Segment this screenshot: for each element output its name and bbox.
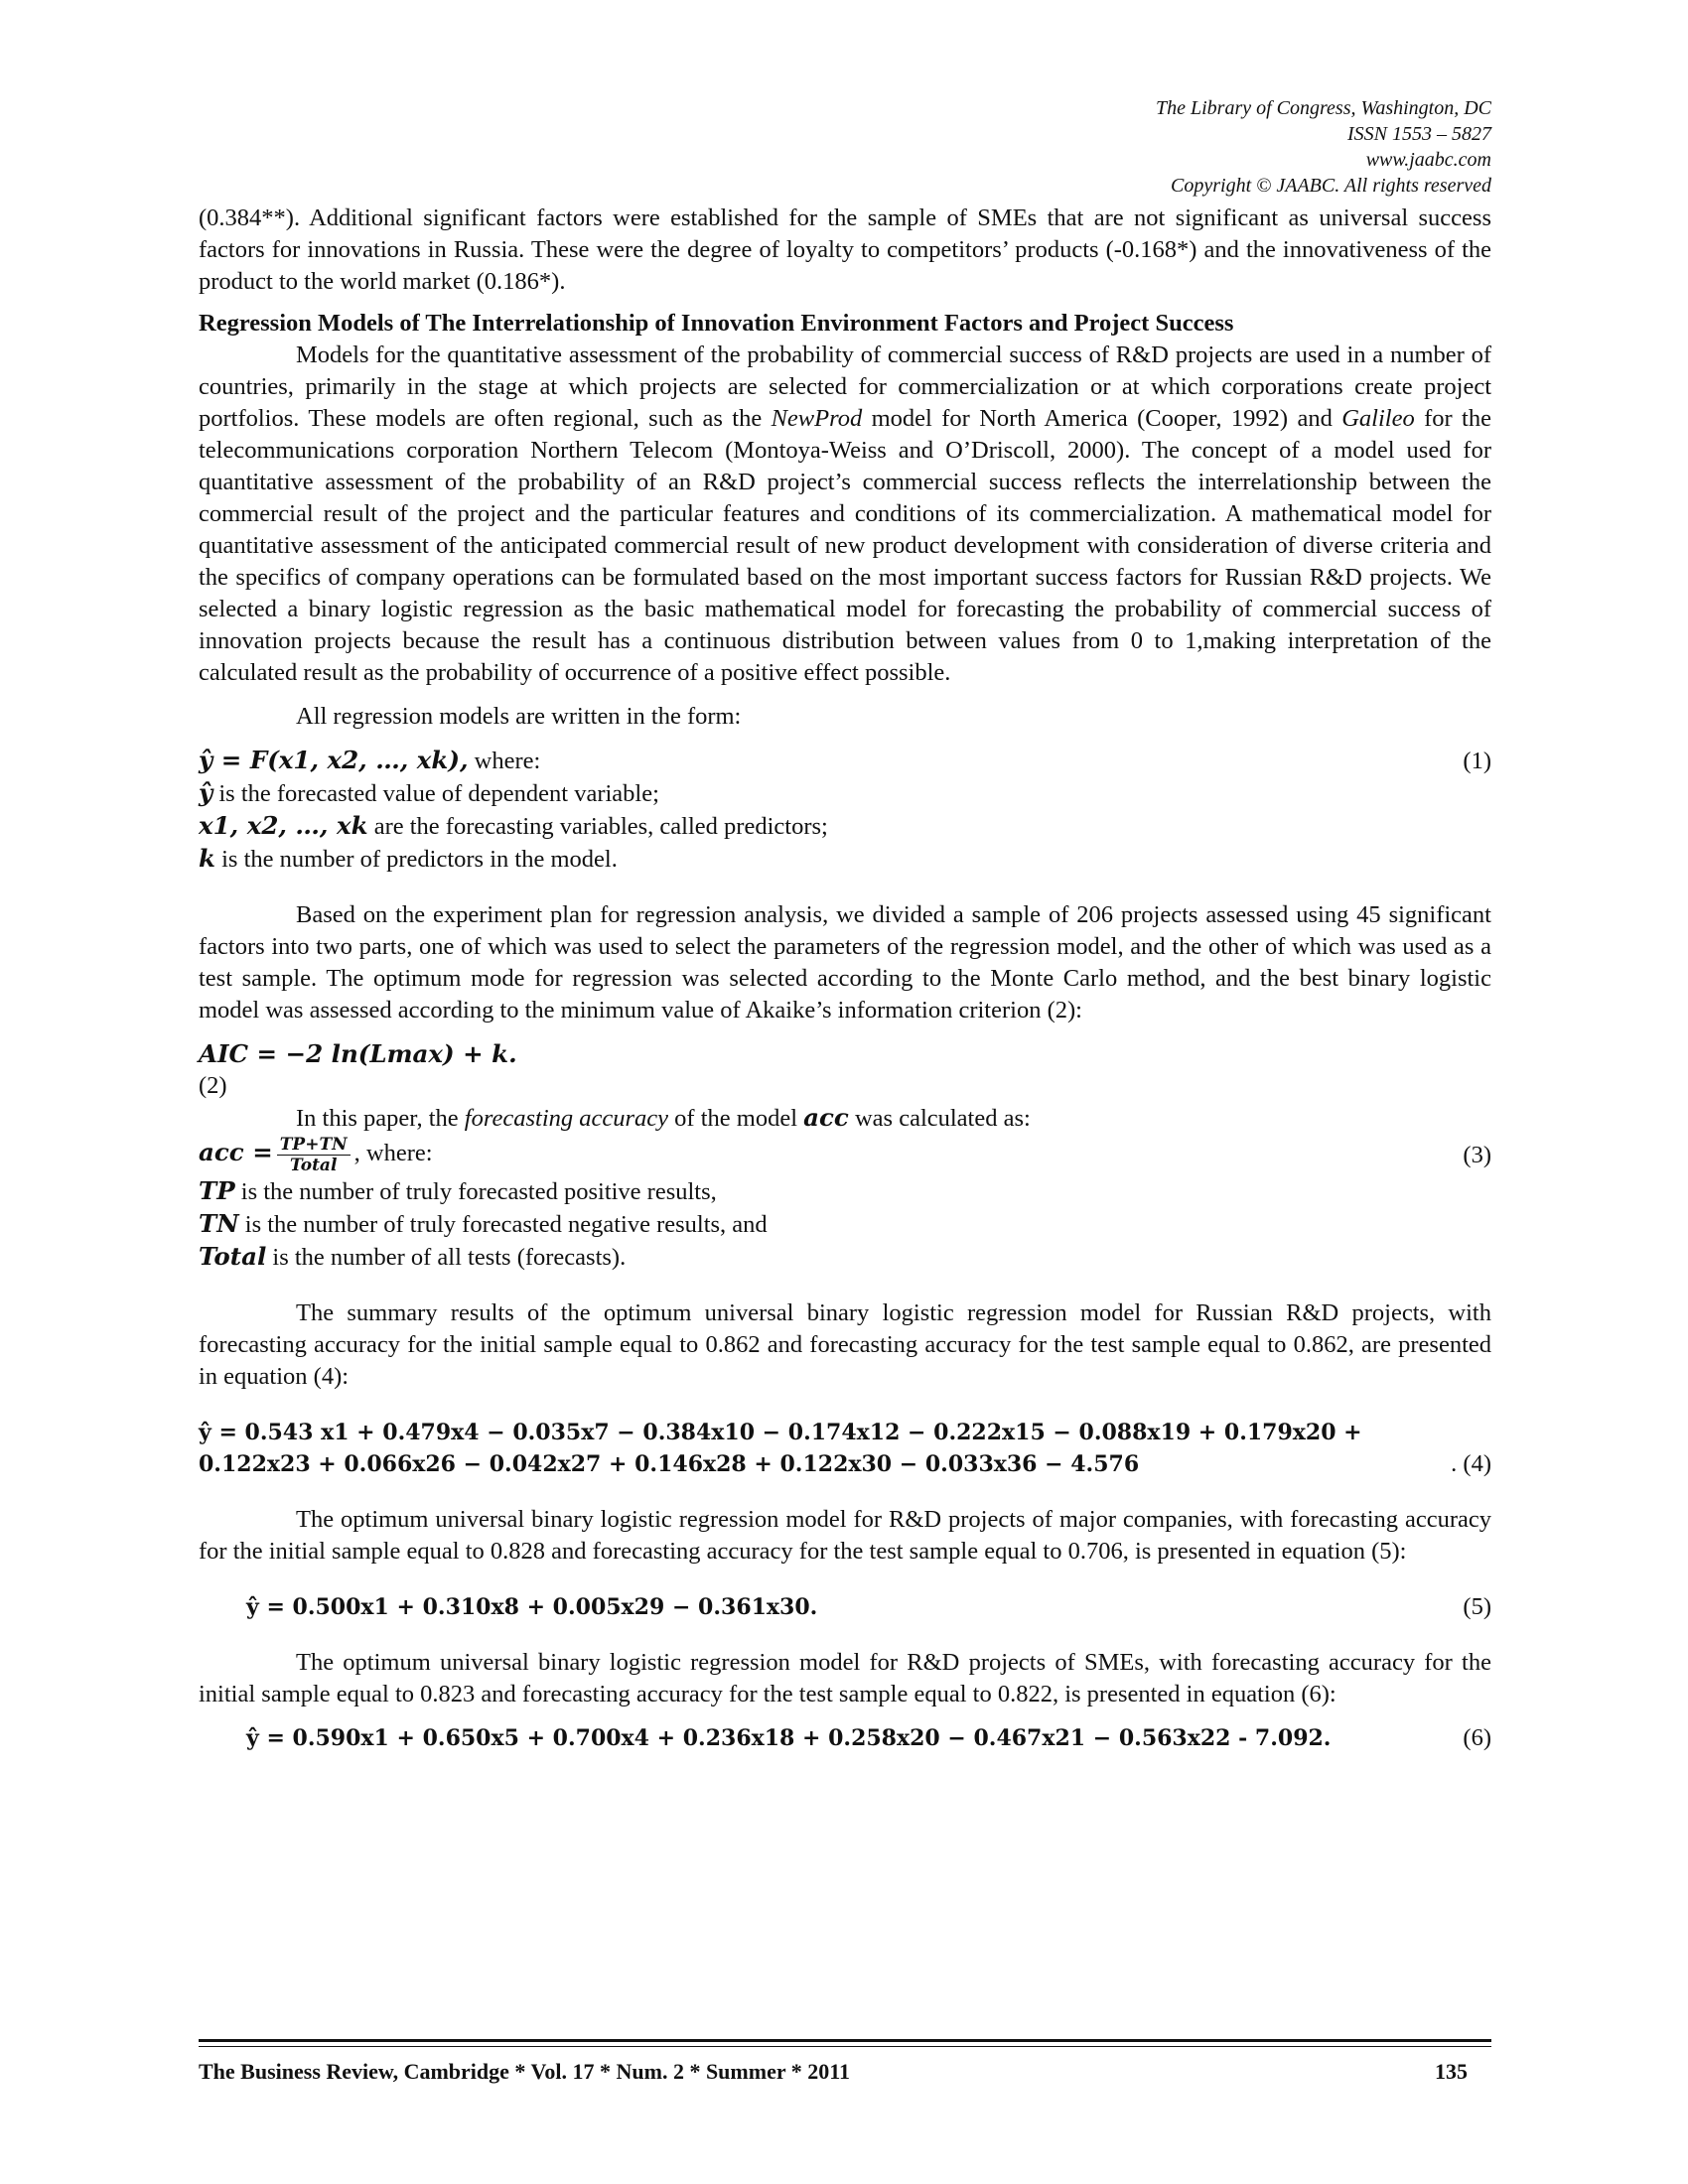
eq1-def1-text: is the forecasted value of dependent variable; [218,780,659,807]
accuracy-emphasis: forecasting accuracy [464,1105,669,1132]
eq1-def2-text: are the forecasting variables, called predictors; [373,813,828,840]
eq1-definition-3 [199,843,1491,876]
footer-journal: The Business Review, Cambridge * Vol. 17 * Num. 2 * Summer * 2011 [199,2059,850,2084]
section-heading: Regression Models of The Interrelationship of Innovation Environment Factors and Project Success [199,310,1234,337]
equation-3-number: (3) [1463,1141,1491,1168]
equation-1-where: where: [474,748,541,774]
equation-1-row [199,745,1491,777]
accuracy-text-3: was calculated as: [854,1105,1031,1132]
equation-5-row [199,1591,1491,1623]
page-footer [199,2059,1468,2085]
equation-6-number: (6) [1463,1724,1491,1751]
eq1-def3-symbol: k [199,844,215,873]
eq3-def2-text: is the number of truly forecasted negative results, and [244,1211,768,1238]
accuracy-symbol: acc [803,1103,849,1132]
header-line-2: ISSN 1553 – 5827 [1347,123,1491,145]
accuracy-paragraph [199,1102,1491,1135]
eq3-definition-2 [199,1208,1491,1241]
experiment-paragraph: Based on the experiment plan for regression analysis, we divided a sample of 206 projects assessed using 45 significant factors into two parts, one of which was used to select the parameters of the regression model, and the other of which was used as a test sample. The optimum mode for regression was selected according to the Monte Carlo method, and the best binary logistic model was assessed according to the minimum value of Akaike’s information criterion (2): [199,901,1491,1024]
accuracy-text-1: In this paper, the [296,1105,465,1132]
equation-3-row [199,1135,1491,1175]
eq1-def1-symbol: ŷ [199,778,213,807]
equation-2-number: (2) [199,1072,227,1099]
equation-3 [199,1135,433,1175]
eq3-def3-symbol: Total [199,1242,267,1271]
equation-5-number: (5) [1463,1593,1491,1620]
equation-6-row [199,1722,1491,1754]
header-line-3: www.jaabc.com [1365,149,1491,171]
equation-4-line-2: 0.122x23 + 0.066x26 − 0.042x27 + 0.146x28 + 0.122x30 − 0.033x36 − 4.576 [199,1451,1140,1477]
header-line-4: Copyright © JAABC. All rights reserved [1171,175,1491,197]
equation-3-denominator: Total [290,1156,338,1175]
footer-rule-thick [199,2039,1491,2042]
eq3-def3-text: is the number of all tests (forecasts). [272,1244,627,1271]
equation-5: ŷ = 0.500x1 + 0.310x8 + 0.005x29 − 0.361x30. [246,1594,818,1620]
equation-3-numerator: TP+TN [277,1135,351,1156]
equation-3-where: , where: [353,1140,433,1167]
models-text-3: for the telecommunications corporation Northern Telecom (Montoya-Weiss and O’Driscoll, 2000). The concept of a model used for quantitative assessment of the probability of an R&D project’s commercial success reflects the interrelationship between the commercial result of the project and the particular features and conditions of its commercialization. A mathematical model for quantitative assessment of the anticipated commercial result of new product development with consideration of diverse criteria and the specifics of company operations can be formulated based on the most important success factors for Russian R&D projects. We selected a binary logistic regression as the basic mathematical model for forecasting the probability of commercial success of innovation projects because the result has a continuous distribution between values from 0 to 1,making interpretation of the calculated result as the probability of occurrence of a positive effect possible. [199,405,1491,686]
page-header [199,95,1491,199]
equation-6: ŷ = 0.590x1 + 0.650x5 + 0.700x4 + 0.236x18 + 0.258x20 − 0.467x21 − 0.563x22 - 7.092. [246,1725,1332,1751]
smes-paragraph: The optimum universal binary logistic regression model for R&D projects of SMEs, with forecasting accuracy for the initial sample equal to 0.823 and forecasting accuracy for the test sample equal to 0.822, is presented in equation (6): [199,1649,1491,1707]
galileo-term: Galileo [1341,405,1415,432]
eq1-definition-2 [199,810,1491,843]
equation-4-line-1: ŷ = 0.543 x1 + 0.479x4 − 0.035x7 − 0.384x10 − 0.174x12 − 0.222x15 − 0.088x19 + 0.179x20 + [199,1420,1362,1445]
page [199,95,1491,2140]
eq3-def1-symbol: TP [199,1176,235,1205]
eq1-def2-symbol: x1, x2, …, xk [199,811,368,840]
equation-4-number: . (4) [1451,1450,1491,1477]
footer-rule-thin [199,2046,1491,2047]
accuracy-text-2: of the model [668,1105,804,1132]
eq3-definition-1 [199,1175,1491,1208]
major-companies-paragraph: The optimum universal binary logistic regression model for R&D projects of major companies, with forecasting accuracy for the initial sample equal to 0.828 and forecasting accuracy for the test sample equal to 0.706, is presented in equation (5): [199,1506,1491,1565]
intro-paragraph: (0.384**). Additional significant factors were established for the sample of SMEs that are not significant as universal success factors for innovations in Russia. These were the degree of loyalty to competitors’ products (-0.168*) and the innovativeness of the product to the world market (0.186*). [199,205,1491,295]
equation-1-number: (1) [1463,747,1491,774]
equation-2: AIC = −2 ln(Lmax) + k. [199,1039,517,1068]
models-text-2: model for North America (Cooper, 1992) and [862,405,1342,432]
eq3-definition-3 [199,1241,1491,1274]
equation-1-formula: ŷ = F(x1, x2, …, xk), [199,746,469,774]
summary-paragraph: The summary results of the optimum universal binary logistic regression model for Russian R&D projects, with forecasting accuracy for the initial sample equal to 0.862 and forecasting accuracy for the test sample equal to 0.862, are presented in equation (4): [199,1299,1491,1390]
page-number: 135 [1435,2059,1468,2084]
equation-3-lhs: acc = [199,1138,273,1167]
eq3-def2-symbol: TN [199,1209,239,1238]
header-line-1: The Library of Congress, Washington, DC [1155,97,1491,119]
regression-form-paragraph: All regression models are written in the form: [296,703,742,730]
equation-4-row [199,1448,1491,1480]
equation-1 [199,745,540,777]
eq3-def1-text: is the number of truly forecasted positive results, [240,1178,717,1205]
models-paragraph [199,340,1491,689]
eq1-def3-text: is the number of predictors in the model. [221,846,618,873]
equation-3-fraction [277,1135,351,1175]
models-text-1: Models for the quantitative assessment of the probability of commercial success of R&D projects are used in a number of countries, primarily in the stage at which projects are selected for commercialization or at which corporations create project portfolios. These models are often regional, such as the [199,341,1491,432]
newprod-term: NewProd [771,405,863,432]
eq1-definition-1 [199,777,1491,810]
